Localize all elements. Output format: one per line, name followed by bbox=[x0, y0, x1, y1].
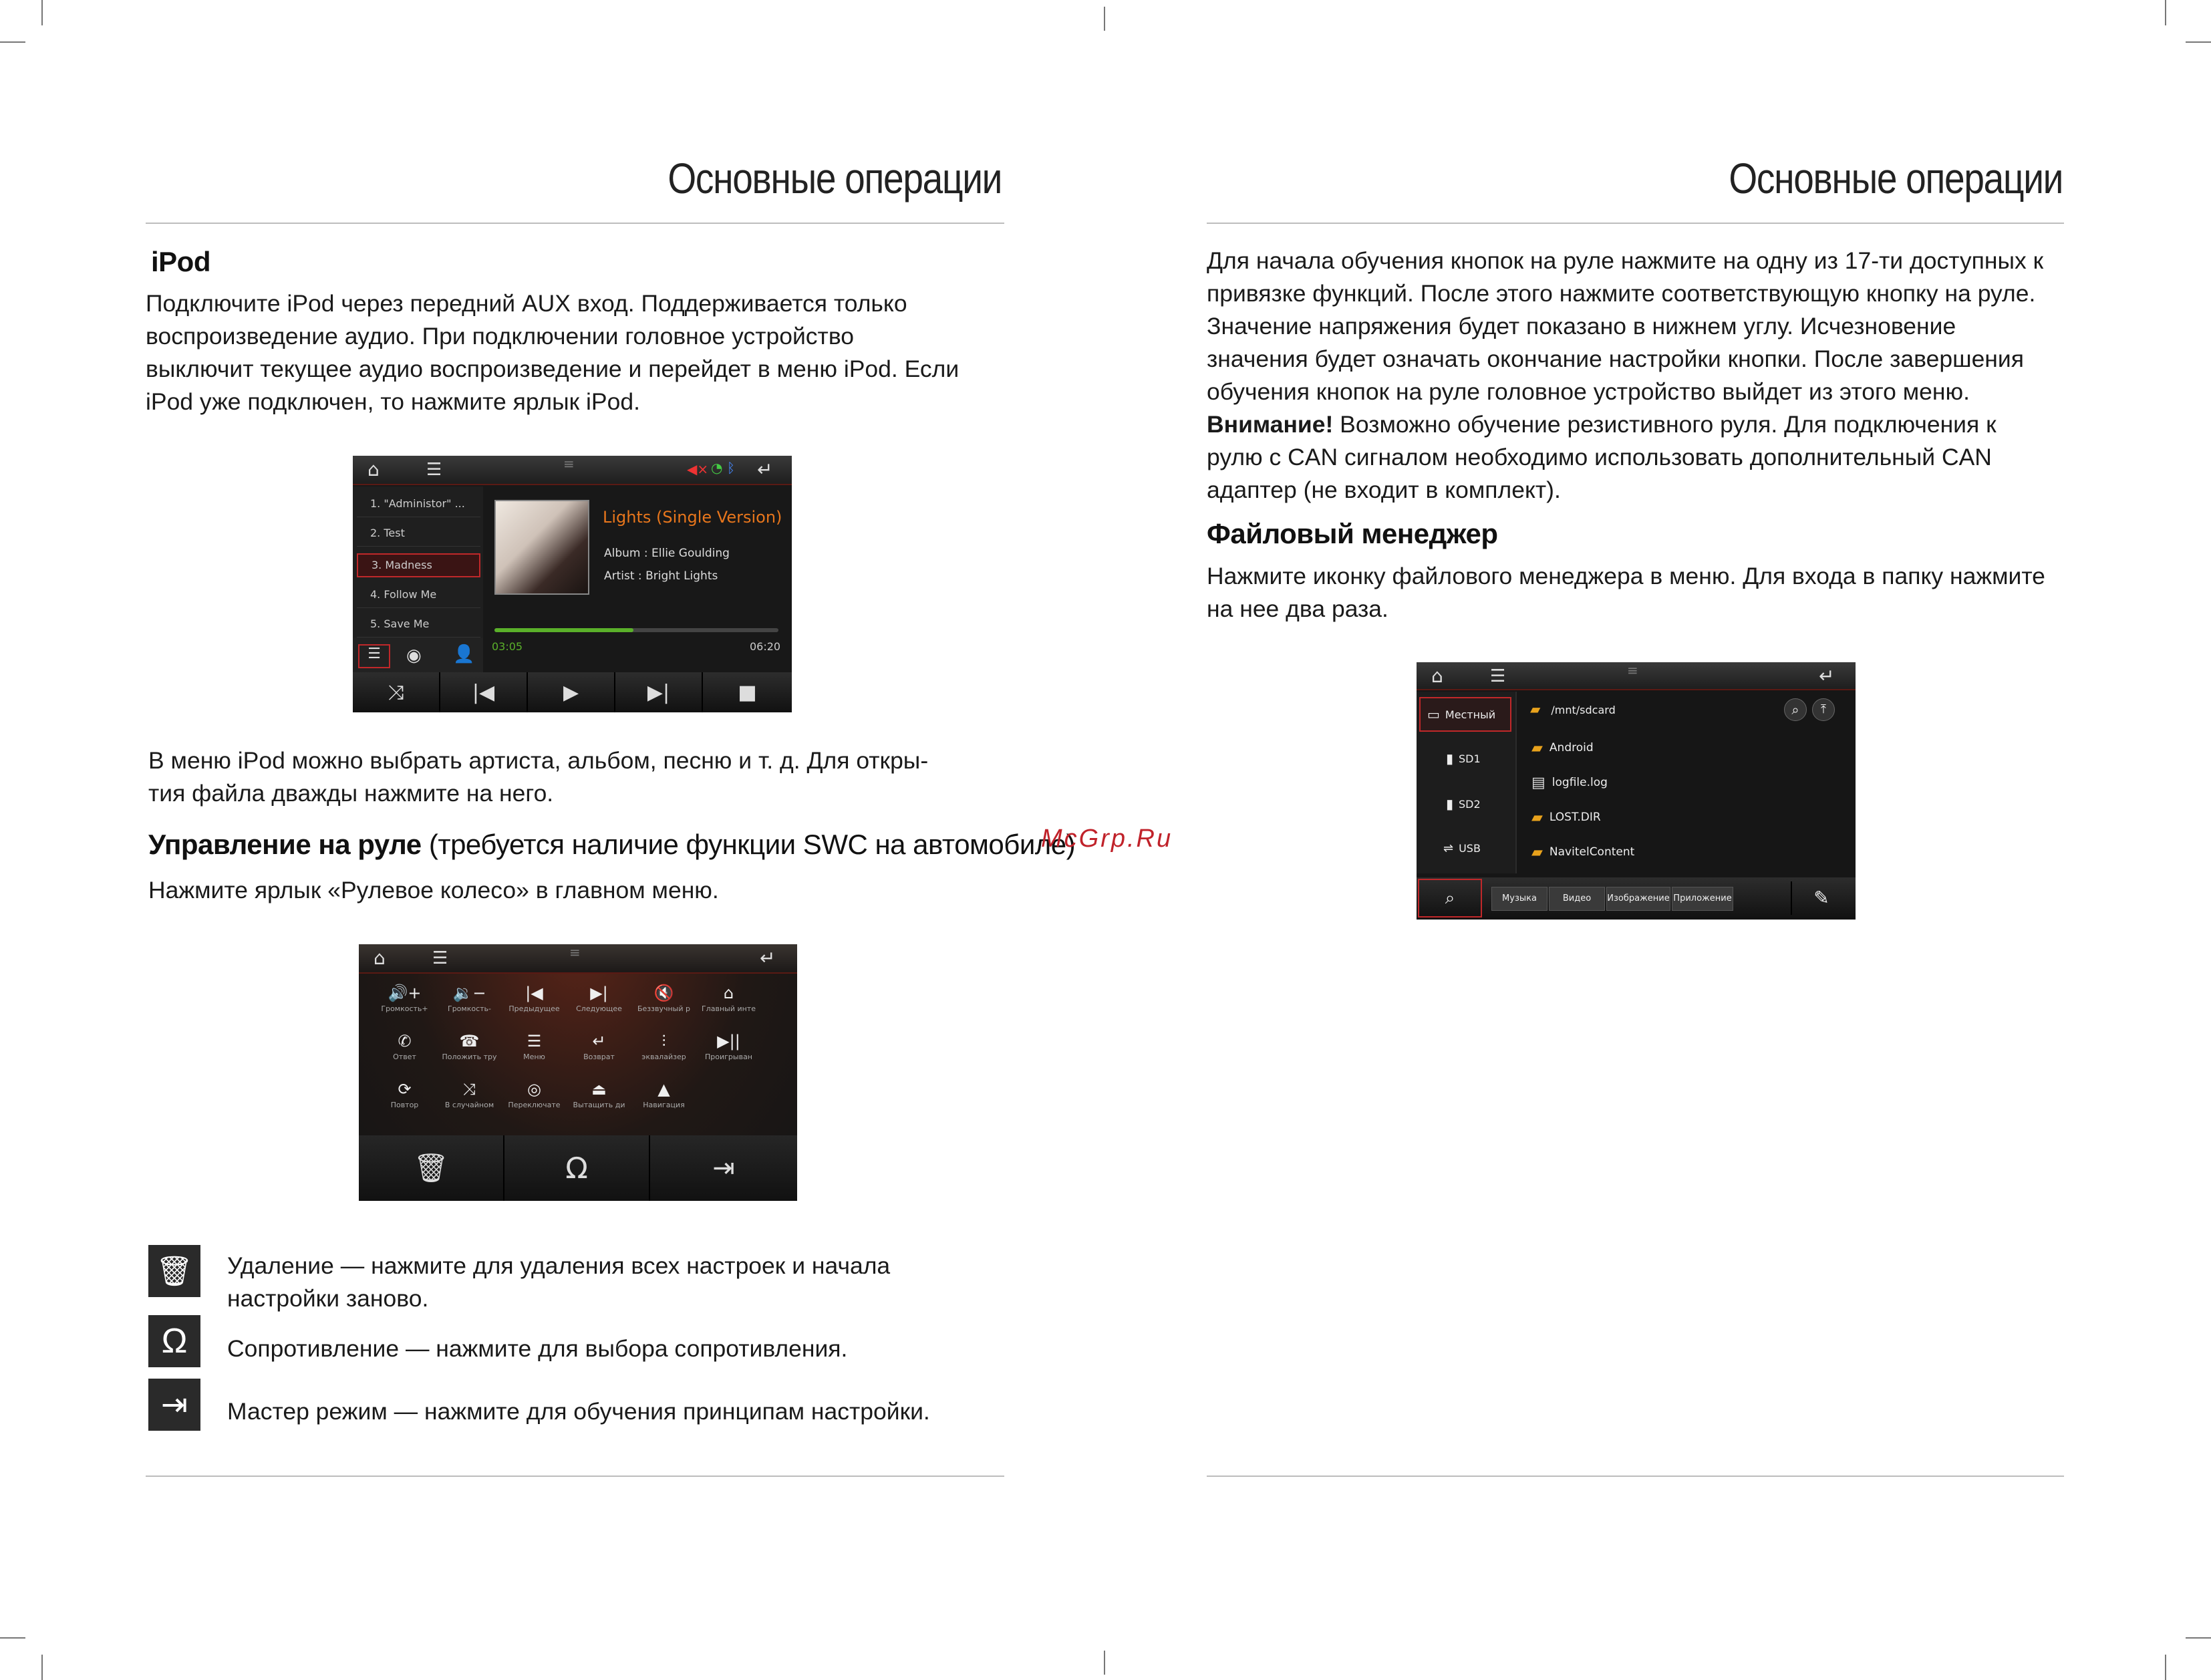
attention-label: Внимание! bbox=[1207, 411, 1334, 438]
footer-rule-left bbox=[146, 1476, 1004, 1477]
crop-mark bbox=[2186, 41, 2211, 43]
time-total: 06:20 bbox=[750, 640, 781, 653]
swc-function-label: Меню bbox=[523, 1053, 545, 1061]
list-item[interactable]: 1. "Administor" ... bbox=[357, 493, 480, 517]
swc-function-label: Вытащить ди bbox=[573, 1101, 625, 1109]
swc-function-play-pause[interactable] bbox=[696, 1030, 761, 1078]
attention-paragraph bbox=[1207, 408, 2075, 507]
legend-resistance-text: Сопротивление — нажмите для выбора сопротивления. bbox=[227, 1335, 848, 1362]
play-button[interactable]: ▶ bbox=[528, 672, 615, 712]
swc-function-label: Переключате bbox=[508, 1101, 561, 1109]
crop-mark bbox=[41, 1655, 43, 1680]
legend-master-text: Мастер режим — нажмите для обучения принципам настройки. bbox=[227, 1398, 930, 1425]
playlist-tabs bbox=[353, 638, 483, 676]
folder-icon: ▰ bbox=[1530, 701, 1541, 717]
swc-text-continued: Для начала обучения кнопок на руле нажмите на одну из 17-ти доступных к привязке функций. После этого нажмите соответствующую кнопку на руле. Значение напряжения будет показано в нижнем углу. Исчезновение значения будет означать окончание настройки кнопки. После завершения обучения кнопок на руле головное устройство выйдет из этого меню. bbox=[1207, 247, 2044, 405]
list-item[interactable] bbox=[1525, 733, 1846, 762]
crop-mark bbox=[2186, 1637, 2211, 1639]
folder-icon: ▰ bbox=[1531, 809, 1543, 826]
wifi-icon: ◔ bbox=[711, 460, 723, 476]
enter-icon: ⇥ bbox=[148, 1379, 200, 1431]
volume-up-icon: 🔊+ bbox=[388, 984, 422, 1002]
swc-function-eject[interactable] bbox=[567, 1078, 631, 1126]
swc-function-volume-up[interactable] bbox=[372, 982, 437, 1030]
bluetooth-icon: ᛒ bbox=[727, 460, 735, 476]
progress-track[interactable] bbox=[494, 628, 778, 632]
legend-delete-text: Удаление — нажмите для удаления всех настроек и начала настройки заново. bbox=[227, 1252, 891, 1312]
filter-images[interactable]: Изображение bbox=[1606, 887, 1670, 911]
crop-mark bbox=[41, 0, 43, 25]
swc-function-menu[interactable] bbox=[502, 1030, 567, 1078]
top-bar bbox=[359, 944, 797, 974]
swc-function-navigation[interactable] bbox=[631, 1078, 696, 1126]
swc-function-equalizer[interactable] bbox=[631, 1030, 696, 1078]
phone-answer-icon: ✆ bbox=[398, 1032, 412, 1051]
edit-button[interactable] bbox=[1791, 881, 1851, 915]
swc-function-label: Громкость+ bbox=[381, 1004, 428, 1013]
menu-icon[interactable]: ☰ bbox=[426, 460, 442, 480]
swc-function-switch-source[interactable] bbox=[502, 1078, 567, 1126]
local-storage-icon: ▭ bbox=[1427, 706, 1440, 722]
swc-function-home[interactable] bbox=[696, 982, 761, 1030]
home-icon[interactable]: ⌂ bbox=[374, 947, 386, 969]
folder-icon: ▰ bbox=[1531, 739, 1543, 756]
playlist bbox=[353, 486, 483, 644]
source-sidebar bbox=[1417, 692, 1517, 873]
navigation-icon: ▲ bbox=[657, 1080, 670, 1099]
file-name: Android bbox=[1549, 741, 1594, 754]
swc-function-back[interactable] bbox=[567, 1030, 631, 1078]
path-row bbox=[1530, 701, 1616, 717]
list-item[interactable] bbox=[1525, 837, 1846, 867]
menu-icon: ☰ bbox=[527, 1032, 542, 1051]
swc-function-label: Ответ bbox=[393, 1053, 416, 1061]
home-icon: ⌂ bbox=[723, 984, 734, 1002]
filter-video[interactable]: Видео bbox=[1549, 887, 1605, 911]
home-icon[interactable]: ⌂ bbox=[1431, 665, 1443, 687]
sd-card-icon: ▮ bbox=[1446, 796, 1454, 812]
file-name: logfile.log bbox=[1552, 776, 1608, 789]
switch-source-icon: ◎ bbox=[527, 1080, 541, 1099]
file-name: NavitelContent bbox=[1549, 845, 1635, 859]
search-icon: ⌕ bbox=[1445, 888, 1455, 908]
file-manager-text: Нажмите иконку файлового менеджера в меню. Для входа в папку нажмите на нее два раза. bbox=[1207, 563, 2045, 622]
current-path: /mnt/sdcard bbox=[1551, 704, 1616, 716]
ipod-text-2: В меню iPod можно выбрать артиста, альбом, песню и т. д. Для откры- тия файла дважды нажмите на него. bbox=[148, 747, 929, 807]
list-item-selected[interactable]: 3. Madness bbox=[357, 553, 480, 577]
swc-function-label: эквалайзер bbox=[641, 1053, 686, 1061]
mute-icon: 🔇 bbox=[653, 984, 674, 1002]
eject-icon: ⏏ bbox=[591, 1080, 607, 1099]
crop-mark bbox=[2165, 0, 2166, 25]
transport-bar bbox=[353, 672, 792, 712]
next-icon: ▶| bbox=[590, 984, 608, 1002]
upload-icon: ⤒ bbox=[1821, 702, 1826, 716]
file-name: LOST.DIR bbox=[1549, 811, 1601, 824]
top-bar bbox=[353, 456, 792, 485]
swc-function-label: В случайном bbox=[444, 1101, 494, 1109]
shuffle-button[interactable]: ⤨ bbox=[353, 672, 440, 712]
file-manager-screen bbox=[1417, 662, 1856, 920]
usb-icon: ⇌ bbox=[1443, 841, 1454, 855]
watermark: McGrp.Ru bbox=[1041, 825, 1173, 853]
ipod-screen bbox=[353, 456, 792, 712]
disc-icon[interactable]: ◉ bbox=[406, 646, 422, 666]
swc-button-grid bbox=[372, 982, 784, 1158]
swc-function-hang-up[interactable] bbox=[437, 1030, 502, 1078]
swc-function-previous[interactable] bbox=[502, 982, 567, 1030]
menu-icon[interactable]: ☰ bbox=[1490, 666, 1506, 686]
artist-icon[interactable]: 👤 bbox=[453, 644, 475, 664]
time-elapsed: 03:05 bbox=[492, 640, 523, 653]
source-sd2[interactable] bbox=[1419, 787, 1511, 821]
list-item[interactable] bbox=[1525, 768, 1846, 797]
footer-rule-right bbox=[1207, 1476, 2064, 1477]
swc-function-repeat[interactable] bbox=[372, 1078, 437, 1126]
swc-function-label: Громкость- bbox=[447, 1004, 491, 1013]
source-sd1[interactable] bbox=[1419, 741, 1511, 776]
swc-function-shuffle[interactable] bbox=[437, 1078, 502, 1126]
volume-down-icon: 🔉− bbox=[452, 984, 486, 1002]
swc-screen bbox=[359, 944, 797, 1201]
file-list bbox=[1525, 726, 1846, 873]
stop-button[interactable]: ■ bbox=[738, 680, 757, 704]
trash-icon: 🗑 bbox=[148, 1245, 200, 1297]
equalizer-icon: ⫶ bbox=[661, 1032, 666, 1051]
file-icon: ▤ bbox=[1531, 774, 1545, 791]
swc-function-mute[interactable] bbox=[631, 982, 696, 1030]
source-usb[interactable] bbox=[1419, 831, 1511, 865]
swc-function-label: Беззвучный р bbox=[637, 1004, 690, 1013]
page-header-left: Основные операции bbox=[668, 154, 1002, 202]
crop-mark bbox=[1104, 1651, 1105, 1675]
header-rule-right bbox=[1207, 223, 2064, 224]
swc-function-label: Возврат bbox=[583, 1053, 615, 1061]
omega-icon: Ω bbox=[148, 1315, 200, 1367]
crop-mark bbox=[1104, 7, 1105, 31]
swc-function-label: Проигрыван bbox=[705, 1053, 752, 1061]
swc-function-label: Главный инте bbox=[701, 1004, 756, 1013]
hang-up-icon: ☎ bbox=[459, 1032, 480, 1051]
play-pause-icon: ▶|| bbox=[717, 1032, 740, 1051]
shuffle-icon: ⤨ bbox=[462, 1080, 476, 1099]
filter-bar bbox=[1417, 877, 1856, 920]
previous-button[interactable]: |◀ bbox=[440, 672, 528, 712]
source-label: SD2 bbox=[1459, 797, 1481, 811]
master-mode-button[interactable]: ⇥ bbox=[712, 1153, 735, 1183]
pull-down-icon[interactable]: ≡ bbox=[569, 944, 581, 960]
top-bar bbox=[1417, 662, 1856, 690]
ipod-text: Подключите iPod через передний AUX вход. Поддерживается только воспроизведение аудио. При подключении головное устройство выключит текущее аудио воспроизведение и перейдет в меню iPod. Если iPod уже подключен, то нажмите ярлык iPod. bbox=[146, 290, 960, 415]
sd-card-icon: ▮ bbox=[1446, 750, 1454, 766]
folder-icon: ▰ bbox=[1531, 843, 1543, 861]
page-header-right: Основные операции bbox=[1729, 154, 2063, 202]
source-label: USB bbox=[1459, 841, 1481, 855]
filter-apps[interactable]: Приложение bbox=[1672, 887, 1733, 911]
progress-fill bbox=[494, 628, 633, 632]
list-item[interactable]: 2. Test bbox=[357, 523, 480, 547]
pull-down-icon[interactable]: ≡ bbox=[563, 456, 575, 472]
album-cover bbox=[494, 500, 589, 595]
back-icon: ↵ bbox=[592, 1032, 606, 1051]
swc-function-label: Навигация bbox=[643, 1101, 685, 1109]
list-item[interactable]: 4. Follow Me bbox=[357, 584, 480, 608]
swc-action-bar bbox=[359, 1135, 797, 1201]
album-label: Album : Ellie Goulding bbox=[604, 547, 730, 560]
back-icon[interactable]: ↵ bbox=[757, 458, 773, 480]
artist-label: Artist : Bright Lights bbox=[604, 569, 718, 583]
swc-title-note: (требуется наличие функции SWC на автомобиле) bbox=[428, 829, 1076, 860]
crop-mark bbox=[2165, 1655, 2166, 1680]
crop-mark bbox=[0, 41, 25, 43]
source-label: SD1 bbox=[1459, 752, 1481, 765]
menu-icon[interactable]: ☰ bbox=[432, 948, 448, 968]
header-rule-left bbox=[146, 223, 1004, 224]
repeat-icon: ⟳ bbox=[398, 1080, 412, 1099]
mute-status-icon: ◀× bbox=[687, 461, 709, 477]
search-button[interactable] bbox=[1784, 698, 1807, 721]
swc-function-next[interactable] bbox=[567, 982, 631, 1030]
crop-mark bbox=[0, 1637, 25, 1639]
swc-function-label: Повтор bbox=[390, 1101, 419, 1109]
previous-icon: |◀ bbox=[525, 984, 543, 1002]
up-button[interactable] bbox=[1812, 698, 1835, 721]
swc-title bbox=[148, 829, 1075, 861]
list-item[interactable] bbox=[1525, 803, 1846, 832]
swc-function-phone-answer[interactable] bbox=[372, 1030, 437, 1078]
swc-function-label: Положить тру bbox=[442, 1053, 497, 1061]
song-title: Lights (Single Version) bbox=[603, 508, 782, 527]
list-item[interactable]: 5. Save Me bbox=[357, 613, 480, 638]
back-icon[interactable]: ↵ bbox=[760, 947, 776, 969]
next-button[interactable]: ▶| bbox=[615, 672, 703, 712]
swc-function-volume-down[interactable] bbox=[437, 982, 502, 1030]
swc-text: Нажмите ярлык «Рулевое колесо» в главном меню. bbox=[148, 877, 719, 903]
filter-music[interactable]: Музыка bbox=[1491, 887, 1547, 911]
edit-icon: ✎ bbox=[1813, 887, 1829, 909]
source-label: Местный bbox=[1445, 708, 1496, 721]
swc-function-label: Предыдущее bbox=[508, 1004, 560, 1013]
file-manager-title: Файловый менеджер bbox=[1207, 518, 1498, 549]
search-icon: ⌕ bbox=[1791, 702, 1799, 718]
home-icon[interactable]: ⌂ bbox=[367, 458, 380, 480]
swc-function-label: Следующее bbox=[576, 1004, 622, 1013]
source-local[interactable] bbox=[1419, 697, 1511, 732]
attention-text: Возможно обучение резистивного руля. Для подключения к рулю с CAN сигналом необходимо использовать дополнительный CAN адаптер (не входит в комплект). bbox=[1207, 411, 1997, 503]
delete-button[interactable]: 🗑 bbox=[359, 1135, 504, 1201]
file-search-button[interactable] bbox=[1418, 879, 1482, 918]
swc-title-main: Управление на руле bbox=[148, 829, 422, 860]
back-icon[interactable]: ↵ bbox=[1819, 665, 1835, 687]
list-icon[interactable]: ☰ bbox=[358, 644, 390, 668]
pull-down-icon[interactable]: ≡ bbox=[1627, 662, 1638, 678]
ipod-title: iPod bbox=[151, 246, 210, 277]
resistance-button[interactable]: Ω bbox=[504, 1135, 650, 1201]
